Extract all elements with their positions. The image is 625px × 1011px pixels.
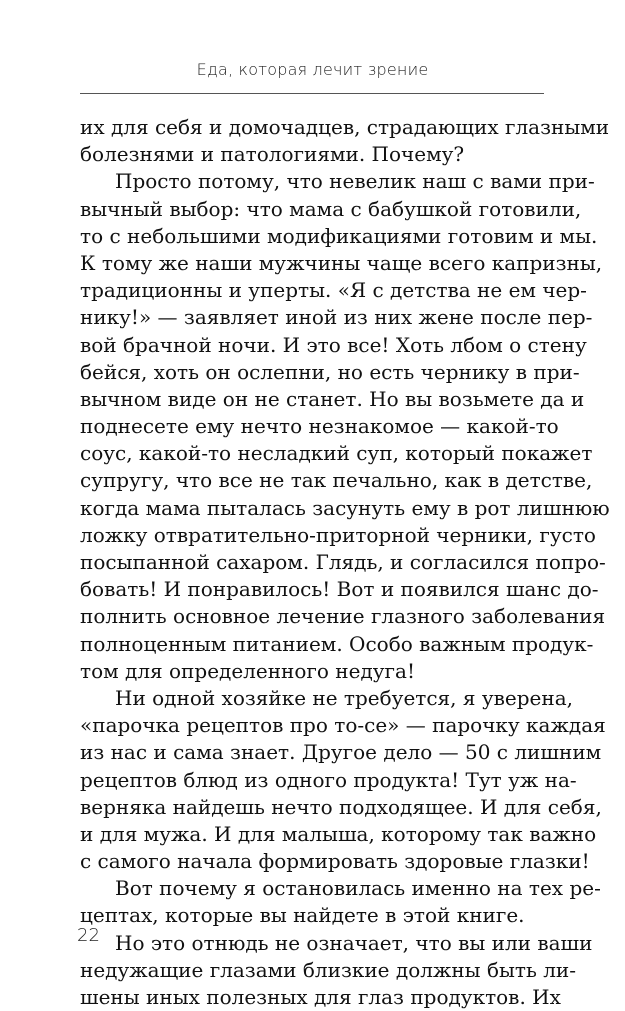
text-line: соус, какой-то несладкий суп, который покажет (80, 441, 593, 466)
text-line: Просто потому, что невелик наш с вами при- (115, 169, 595, 194)
text-line: Ни одной хозяйке не требуется, я уверена, (115, 685, 573, 710)
page-number: 22 (77, 925, 100, 946)
text-line: бовать! И понравилось! Вот и появился шанс до- (80, 577, 599, 602)
header-divider (80, 93, 544, 94)
text-line: Вот почему я остановилась именно на тех ре- (115, 876, 601, 901)
text-line: и для мужа. И для малыша, которому так важно (80, 821, 597, 846)
text-line: ложку отвратительно-приторной черники, густо (80, 522, 596, 547)
text-line: когда мама пыталась засунуть ему в рот лишнюю (80, 495, 610, 520)
text-line: верняка найдешь нечто подходящее. И для себя, (80, 794, 602, 819)
text-line: вой брачной ночи. И это все! Хоть лбом о стену (80, 332, 587, 357)
text-line: бейся, хоть он ослепни, но есть чернику в при- (80, 359, 580, 384)
text-line: том для определенного недуга! (80, 658, 415, 683)
text-line: вычном виде он не станет. Но вы возьмете да и (80, 386, 585, 411)
text-line: традиционны и уперты. «Я с детства не ем чер- (80, 278, 587, 303)
text-line: Но это отнюдь не означает, что вы или ваши (115, 930, 593, 955)
text-line: К тому же наши мужчины чаще всего капризны, (80, 250, 603, 275)
text-line: «парочка рецептов про то-се» — парочку каждая (80, 713, 606, 738)
text-line: цептах, которые вы найдете в этой книге. (80, 903, 525, 928)
text-line: полноценным питанием. Особо важным продук- (80, 631, 594, 656)
text-line: поднесете ему нечто незнакомое — какой-то (80, 414, 559, 439)
text-line: их для себя и домочадцев, страдающих глазными (80, 115, 610, 139)
text-line: рецептов блюд из одного продукта! Тут уж на- (80, 767, 577, 792)
body-text (80, 114, 610, 1011)
text-line: шены иных полезных для глаз продуктов. Их (80, 985, 561, 1009)
text-line: с самого начала формировать здоровые глазки! (80, 849, 590, 874)
text-line: полнить основное лечение глазного заболевания (80, 604, 606, 629)
text-line: нику!» — заявляет иной из них жене после пер- (80, 305, 593, 330)
text-line: из нас и сама знает. Другое дело — 50 с лишним (80, 740, 602, 765)
running-header: Еда, которая лечит зрение (196, 60, 429, 79)
text-line: недужащие глазами близкие должны быть ли- (80, 957, 577, 982)
text-line: вычный выбор: что мама с бабушкой готовили, (80, 196, 582, 221)
text-line: супругу, что все не так печально, как в детстве, (80, 468, 593, 493)
text-line: посыпанной сахаром. Глядь, и согласился попро- (80, 550, 606, 574)
text-line: болезнями и патологиями. Почему? (80, 142, 465, 167)
text-line: то с небольшими модификациями готовим и мы. (80, 223, 598, 248)
